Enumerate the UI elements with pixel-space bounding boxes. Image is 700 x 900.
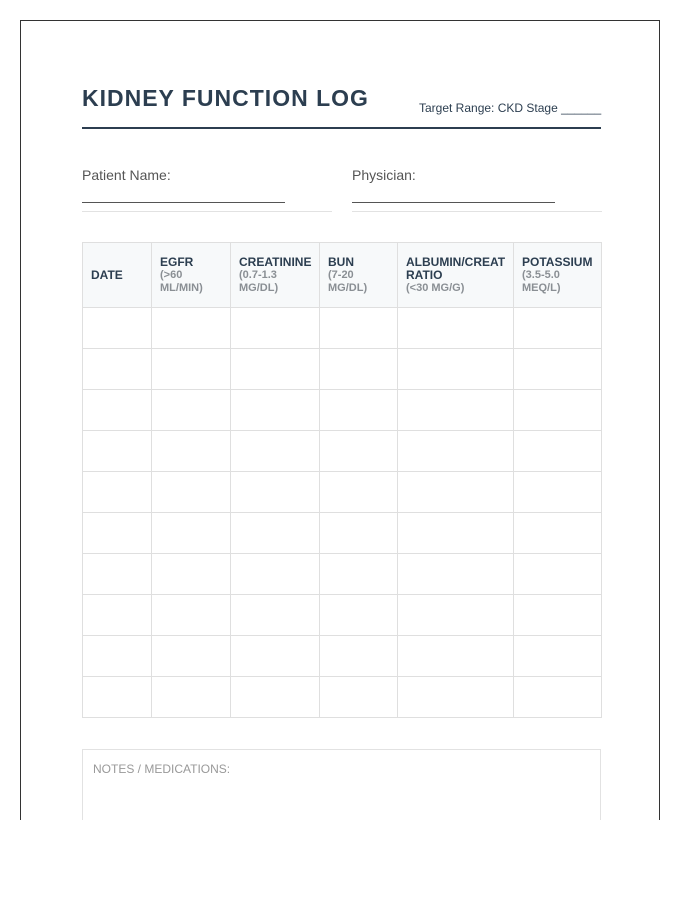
cell-date[interactable] [83,636,152,677]
cell-egfr[interactable] [152,595,231,636]
cell-date[interactable] [83,349,152,390]
cell-creatinine[interactable] [231,431,320,472]
column-header-potassium [514,243,602,308]
physician-label: Physician: [352,167,416,183]
cell-albumin-creat-ratio[interactable] [398,677,514,718]
table-row [83,636,602,677]
cell-bun[interactable] [320,390,398,431]
notes-medications-box[interactable] [82,749,601,820]
target-range-field[interactable]: Target Range: CKD Stage ______ [419,101,602,115]
cell-potassium[interactable] [514,677,602,718]
cell-bun[interactable] [320,431,398,472]
column-label: ALBUMIN/CREAT RATIO [406,254,506,282]
table-row [83,513,602,554]
cell-bun[interactable] [320,472,398,513]
table-row [83,472,602,513]
kidney-log-table [82,242,602,718]
physician-underline [352,211,602,212]
cell-albumin-creat-ratio[interactable] [398,554,514,595]
cell-egfr[interactable] [152,431,231,472]
cell-creatinine[interactable] [231,308,320,349]
cell-egfr[interactable] [152,513,231,554]
cell-albumin-creat-ratio[interactable] [398,431,514,472]
patient-name-underline [82,211,332,212]
cell-egfr[interactable] [152,308,231,349]
column-label: EGFR [160,254,194,269]
cell-egfr[interactable] [152,390,231,431]
column-label: DATE [91,267,123,282]
cell-albumin-creat-ratio[interactable] [398,308,514,349]
cell-potassium[interactable] [514,308,602,349]
cell-bun[interactable] [320,554,398,595]
cell-albumin-creat-ratio[interactable] [398,390,514,431]
cell-egfr[interactable] [152,636,231,677]
column-label: CREATININE [239,254,312,269]
cell-potassium[interactable] [514,472,602,513]
cell-date[interactable] [83,677,152,718]
table-row [83,554,602,595]
cell-date[interactable] [83,513,152,554]
column-header-bun [320,243,398,308]
cell-date[interactable] [83,595,152,636]
cell-date[interactable] [83,390,152,431]
cell-creatinine[interactable] [231,349,320,390]
table-row [83,308,602,349]
cell-potassium[interactable] [514,554,602,595]
table-body [83,308,602,718]
cell-creatinine[interactable] [231,390,320,431]
cell-bun[interactable] [320,595,398,636]
patient-name-field[interactable] [82,167,332,183]
cell-albumin-creat-ratio[interactable] [398,636,514,677]
cell-creatinine[interactable] [231,472,320,513]
column-range: (7-20 MG/DL) [328,268,368,294]
cell-bun[interactable] [320,636,398,677]
column-header-egfr [152,243,231,308]
cell-date[interactable] [83,431,152,472]
cell-albumin-creat-ratio[interactable] [398,513,514,554]
cell-date[interactable] [83,554,152,595]
column-header-creatinine [231,243,320,308]
cell-egfr[interactable] [152,677,231,718]
column-header-date [83,243,152,308]
cell-egfr[interactable] [152,554,231,595]
table-row [83,390,602,431]
table-row [83,431,602,472]
table-header-row [83,243,602,308]
cell-potassium[interactable] [514,636,602,677]
column-range: (3.5-5.0 MEQ/L) [522,268,561,294]
cell-bun[interactable] [320,308,398,349]
cell-egfr[interactable] [152,472,231,513]
title-divider [82,127,601,129]
table-row [83,349,602,390]
cell-date[interactable] [83,472,152,513]
page-title: KIDNEY FUNCTION LOG [82,85,369,111]
column-range: (0.7-1.3 MG/DL) [239,268,279,294]
cell-potassium[interactable] [514,513,602,554]
cell-bun[interactable] [320,349,398,390]
cell-creatinine[interactable] [231,513,320,554]
table-row [83,677,602,718]
patient-name-label: Patient Name: [82,167,171,183]
cell-creatinine[interactable] [231,636,320,677]
cell-albumin-creat-ratio[interactable] [398,472,514,513]
column-range: (<30 MG/G) [406,281,465,294]
cell-bun[interactable] [320,677,398,718]
physician-field[interactable] [352,167,602,183]
column-range: (>60 ML/MIN) [160,268,203,294]
page [20,20,660,820]
physician-input-line[interactable] [352,202,555,203]
cell-potassium[interactable] [514,390,602,431]
cell-potassium[interactable] [514,595,602,636]
cell-albumin-creat-ratio[interactable] [398,349,514,390]
table-row [83,595,602,636]
cell-albumin-creat-ratio[interactable] [398,595,514,636]
cell-potassium[interactable] [514,349,602,390]
cell-creatinine[interactable] [231,554,320,595]
cell-egfr[interactable] [152,349,231,390]
column-header-albumin-creat-ratio [398,243,514,308]
patient-name-input-line[interactable] [82,202,285,203]
cell-potassium[interactable] [514,431,602,472]
cell-date[interactable] [83,308,152,349]
column-label: POTASSIUM [522,254,593,269]
cell-creatinine[interactable] [231,677,320,718]
cell-bun[interactable] [320,513,398,554]
column-label: BUN [328,254,354,269]
cell-creatinine[interactable] [231,595,320,636]
notes-medications-label: NOTES / MEDICATIONS: [93,762,231,776]
